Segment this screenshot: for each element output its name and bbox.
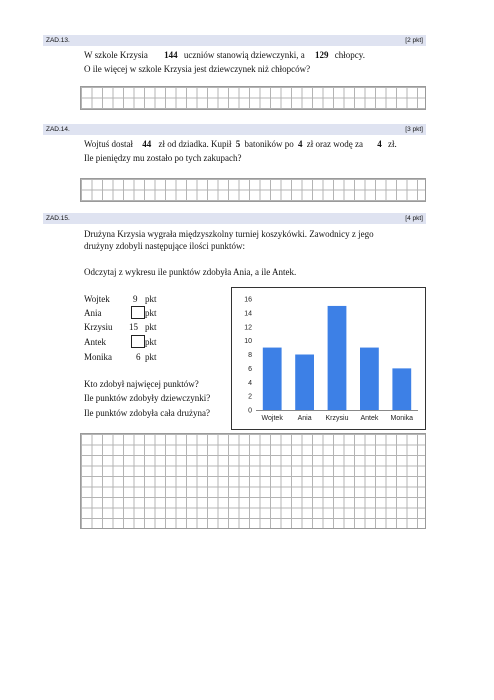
- points-unit: pkt: [145, 308, 157, 318]
- task-14-line-1: Wojtuś dostał 44 zł od dziadka. Kupił 5 batoników po 4 zł oraz wodę za 4 zł.: [84, 139, 397, 149]
- player-name: Monika: [84, 352, 112, 362]
- x-tick-label: Antek: [360, 415, 379, 422]
- answer-box-ania[interactable]: [131, 306, 145, 319]
- bar: [392, 368, 411, 410]
- y-tick-label: 4: [248, 379, 252, 387]
- points-bar-chart: [231, 287, 426, 430]
- player-points: 15: [129, 322, 138, 332]
- player-name: Ania: [84, 308, 102, 318]
- player-name: Wojtek: [84, 294, 110, 304]
- bar: [263, 348, 282, 410]
- points-unit: pkt: [145, 322, 157, 332]
- answer-box-antek[interactable]: [131, 335, 145, 348]
- task-14-question: Ile pieniędzy mu zostało po tych zakupach?: [84, 153, 242, 163]
- task-points: [2 pkt]: [405, 37, 423, 44]
- task-15-intro-2: drużyny zdobyli następujące ilości punktów:: [84, 241, 245, 251]
- y-tick-label: 0: [248, 407, 252, 415]
- x-tick-label: Ania: [297, 415, 312, 422]
- points-unit: pkt: [145, 352, 157, 362]
- y-tick-label: 14: [244, 310, 252, 318]
- bar-chart-svg: [232, 288, 425, 429]
- y-tick-label: 16: [244, 296, 252, 304]
- task-14-header: [43, 124, 426, 135]
- task-number: ZAD.15.: [46, 215, 70, 222]
- x-tick-label: Monika: [390, 415, 414, 422]
- points-unit: pkt: [145, 337, 157, 347]
- bar: [295, 355, 314, 411]
- player-name: Antek: [84, 337, 106, 347]
- boys-count: 129: [315, 50, 329, 60]
- task-13-question: O ile więcej w szkole Krzysia jest dziewczynek niż chłopców?: [84, 64, 311, 74]
- task-points: [3 pkt]: [405, 126, 423, 133]
- task-15-instruction: Odczytaj z wykresu ile punktów zdobyła Ania, a ile Antek.: [84, 267, 297, 277]
- y-tick-label: 10: [244, 338, 252, 346]
- task-number: ZAD.14.: [46, 126, 70, 133]
- bar: [328, 306, 347, 410]
- question-team-points: Ile punktów zdobyła cała drużyna?: [84, 408, 210, 418]
- task-13-header: [43, 35, 426, 46]
- player-points: 6: [136, 352, 141, 362]
- question-most-points: Kto zdobył najwięcej punktów?: [84, 379, 199, 389]
- bar: [360, 348, 379, 410]
- player-name: Krzysiu: [84, 322, 113, 332]
- answer-grid-13[interactable]: [80, 86, 426, 110]
- x-tick-label: Wojtek: [261, 415, 283, 422]
- answer-grid-15[interactable]: [80, 433, 426, 529]
- task-points: [4 pkt]: [405, 215, 423, 222]
- y-tick-label: 12: [244, 324, 252, 332]
- y-tick-label: 8: [248, 352, 252, 359]
- points-unit: pkt: [145, 294, 157, 304]
- question-girls-points: Ile punktów zdobyły dziewczynki?: [84, 393, 211, 403]
- task-number: ZAD.13.: [46, 37, 70, 44]
- player-points: 9: [133, 294, 138, 304]
- y-tick-label: 6: [248, 365, 252, 373]
- answer-grid-14[interactable]: [80, 178, 426, 202]
- task-13-line-1: W szkole Krzysia 144 uczniów stanowią dziewczynki, a 129 chłopcy.: [84, 50, 365, 60]
- task-15-intro-1: Drużyna Krzysia wygrała międzyszkolny turniej koszykówki. Zawodnicy z jego: [84, 229, 374, 239]
- y-tick-label: 2: [248, 393, 252, 401]
- girls-count: 144: [164, 50, 178, 60]
- x-tick-label: Krzysiu: [325, 415, 349, 422]
- task-15-header: [43, 213, 426, 224]
